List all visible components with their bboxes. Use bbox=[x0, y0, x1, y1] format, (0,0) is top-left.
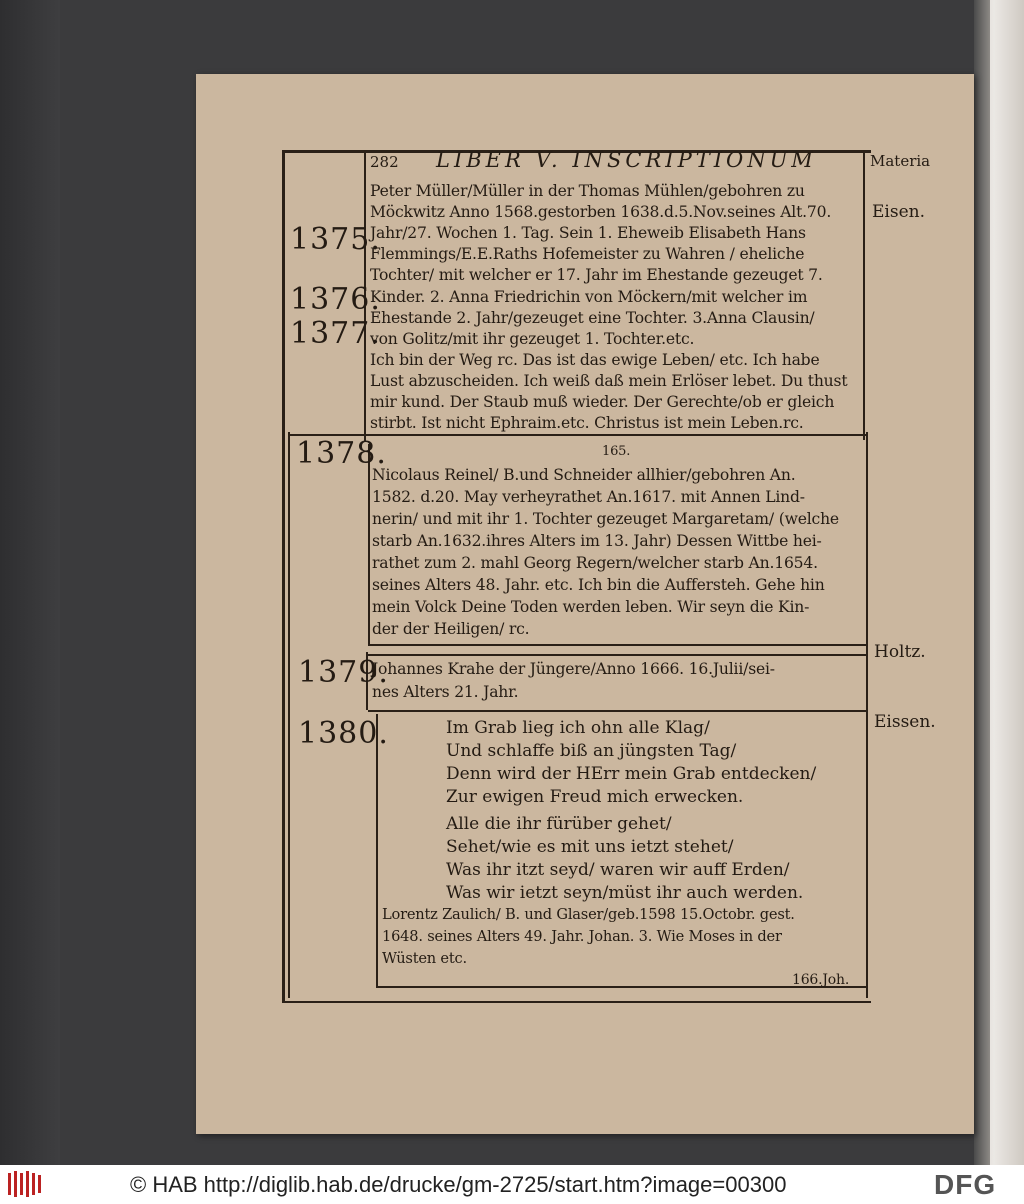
text-line: der der Heiligen/ rc. bbox=[372, 620, 530, 638]
row-rule bbox=[368, 710, 866, 712]
text-line: Ehestande 2. Jahr/gezeuget eine Tochter. 3.Anna Clausin/ bbox=[370, 308, 815, 327]
text-line: rathet zum 2. mahl Georg Regern/welcher starb An.1654. bbox=[372, 554, 818, 572]
text-line: mir kund. Der Staub muß wieder. Der Gerechte/ob er gleich bbox=[370, 393, 835, 411]
text-line: Jahr/27. Wochen 1. Tag. Sein 1. Eheweib Elisabeth Hans bbox=[370, 224, 806, 243]
poem-line: Denn wird der HErr mein Grab entdecken/ bbox=[446, 764, 817, 784]
next-page-edge bbox=[974, 0, 1024, 1165]
column-rule bbox=[866, 432, 868, 998]
text-line: Johannes Krahe der Jüngere/Anno 1666. 16.Julii/sei- bbox=[372, 660, 775, 678]
material-note: Eissen. bbox=[874, 712, 936, 732]
poem-line: Was ihr itzt seyd/ waren wir auff Erden/ bbox=[446, 860, 790, 880]
text-line: Lorentz Zaulich/ B. und Glaser/geb.1598 15.Octobr. gest. bbox=[382, 906, 795, 923]
catchword: 166.Joh. bbox=[792, 972, 850, 988]
text-line: starb An.1632.ihres Alters im 13. Jahr) Dessen Wittbe hei- bbox=[372, 532, 822, 550]
poem-line: Zur ewigen Freud mich erwecken. bbox=[446, 787, 744, 807]
signature-mark: 165. bbox=[602, 444, 631, 459]
poem-line: Alle die ihr fürüber gehet/ bbox=[446, 814, 672, 834]
entry-number: 1379. bbox=[298, 655, 389, 690]
column-rule bbox=[863, 150, 865, 440]
text-line: Möckwitz Anno 1568.gestorben 1638.d.5.Nov.seines Alt.70. bbox=[370, 203, 832, 222]
text-line: Flemmings/E.E.Raths Hofemeister zu Wahren / eheliche bbox=[370, 245, 805, 264]
text-line: Nicolaus Reinel/ B.und Schneider allhier/gebohren An. bbox=[372, 466, 796, 484]
poem-line: Und schlaffe biß an jüngsten Tag/ bbox=[446, 741, 737, 761]
text-line: mein Volck Deine Toden werden leben. Wir seyn die Kin- bbox=[372, 598, 810, 616]
margin-title: Materia bbox=[870, 152, 931, 170]
page-number: 282 bbox=[370, 153, 399, 171]
poem-line: Was wir ietzt seyn/müst ihr auch werden. bbox=[446, 883, 804, 903]
poem-line: Sehet/wie es mit uns ietzt stehet/ bbox=[446, 837, 734, 857]
background-left bbox=[0, 0, 60, 1165]
material-note: Holtz. bbox=[874, 642, 926, 662]
poem-line: Im Grab lieg ich ohn alle Klag/ bbox=[446, 718, 710, 738]
entry-number: 1376. bbox=[290, 282, 381, 317]
text-line: Tochter/ mit welcher er 17. Jahr im Ehestande gezeuget 7. bbox=[370, 266, 823, 285]
text-line: Kinder. 2. Anna Friedrichin von Möckern/mit welcher im bbox=[370, 287, 808, 306]
text-line: Wüsten etc. bbox=[382, 950, 467, 967]
column-rule bbox=[376, 714, 378, 986]
hab-logo-icon bbox=[6, 1169, 46, 1199]
text-line: 1582. d.20. May verheyrathet An.1617. mit Annen Lind- bbox=[372, 488, 805, 506]
text-line: Peter Müller/Müller in der Thomas Mühlen/gebohren zu bbox=[370, 182, 805, 200]
text-line: Lust abzuscheiden. Ich weiß daß mein Erlöser lebet. Du thust bbox=[370, 371, 848, 390]
text-line: seines Alters 48. Jahr. etc. Ich bin die Auffersteh. Gehe hin bbox=[372, 576, 825, 594]
text-line: nes Alters 21. Jahr. bbox=[372, 683, 519, 701]
entry-number: 1378. bbox=[296, 436, 387, 471]
copyright-link[interactable]: © HAB http://diglib.hab.de/drucke/gm-2725/start.htm?image=00300 bbox=[130, 1172, 787, 1197]
row-rule bbox=[368, 644, 866, 646]
running-title: LIBER V. INSCRIPTIONUM bbox=[436, 148, 817, 172]
text-line: stirbt. Ist nicht Ephraim.etc. Christus ist mein Leben.rc. bbox=[370, 414, 804, 433]
text-line: Ich bin der Weg rc. Das ist das ewige Leben/ etc. Ich habe bbox=[370, 350, 820, 369]
material-note: Eisen. bbox=[872, 202, 925, 222]
entry-number: 1377. bbox=[290, 316, 381, 351]
text-line: 1648. seines Alters 49. Jahr. Johan. 3. Wie Moses in der bbox=[382, 928, 782, 945]
text-line: von Golitz/mit ihr gezeuget 1. Tochter.etc. bbox=[370, 329, 695, 348]
entry-number: 1375. bbox=[290, 222, 381, 257]
row-rule bbox=[366, 654, 866, 656]
text-line: nerin/ und mit ihr 1. Tochter gezeuget Margaretam/ (welche bbox=[372, 510, 839, 528]
entry-number: 1380. bbox=[298, 716, 389, 751]
column-rule bbox=[368, 444, 370, 644]
dfg-logo: DFG bbox=[934, 1169, 997, 1200]
column-rule bbox=[288, 432, 290, 998]
footer-bar bbox=[0, 1165, 1024, 1204]
